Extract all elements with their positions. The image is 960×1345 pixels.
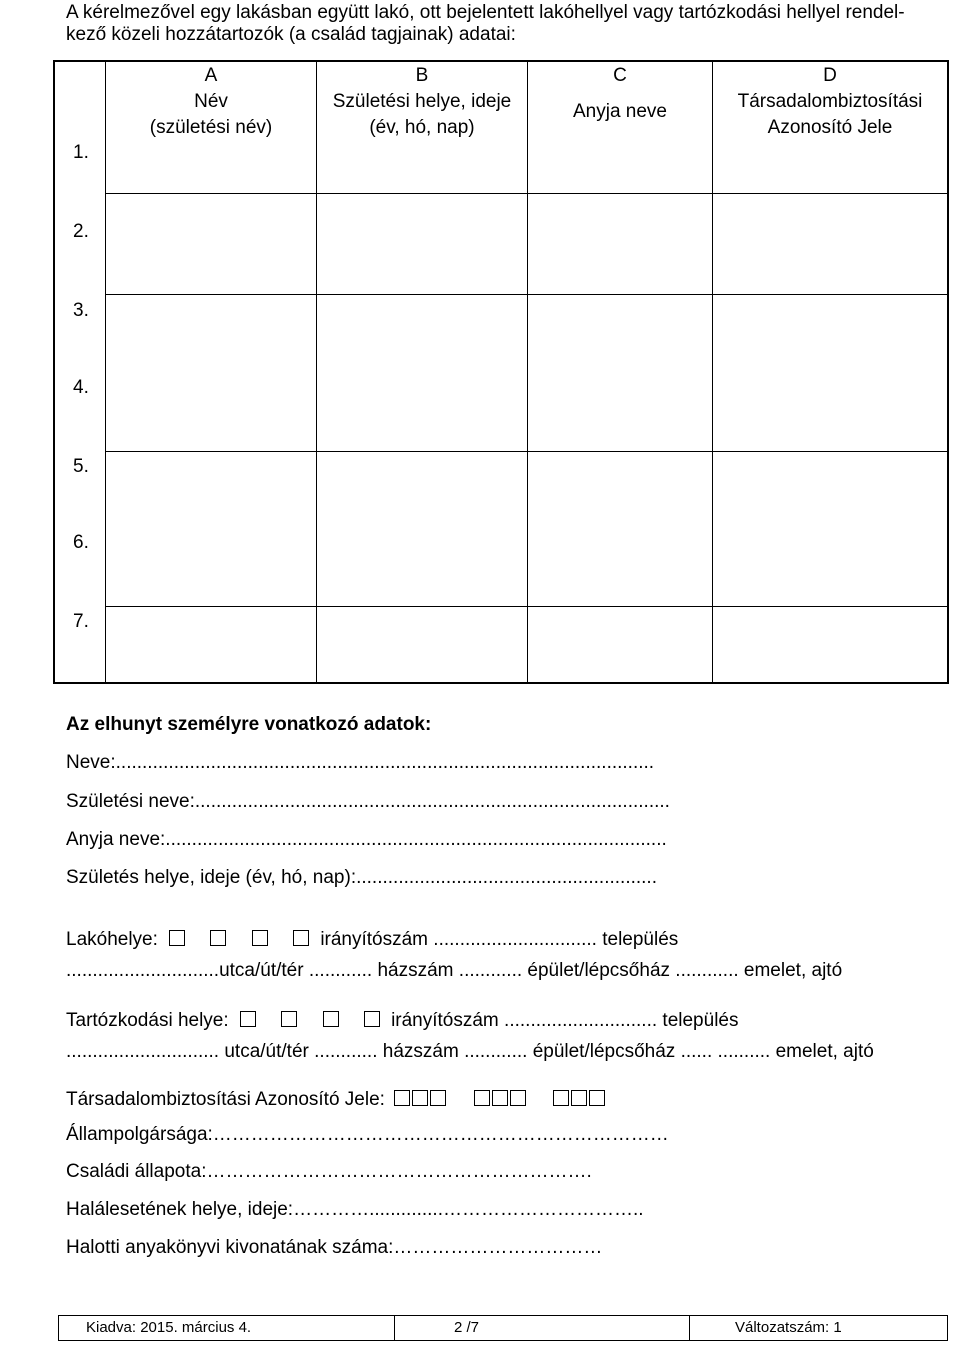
taj-line <box>66 1089 605 1111</box>
postal-code-box[interactable] <box>364 1011 380 1027</box>
stay-label: Tartózkodási helye: <box>66 1010 229 1031</box>
town-label: település <box>602 929 679 950</box>
stay-address-field[interactable]: ............................. utca/út/tér ............ házszám ............ épület/lépcsőház ...... .......... emelet, ajtó <box>66 1041 874 1062</box>
column-header-d <box>713 63 947 141</box>
row-number: 5. <box>73 456 89 477</box>
residence-label: Lakóhelye: <box>66 929 158 950</box>
column-header-b <box>317 63 527 141</box>
taj-box-group <box>474 1089 526 1111</box>
column-subtitle: (születési név) <box>149 117 273 138</box>
postal-code-box[interactable] <box>169 930 185 946</box>
taj-digit-box[interactable] <box>430 1090 446 1106</box>
row-number: 7. <box>73 611 89 632</box>
postal-code-box[interactable] <box>293 930 309 946</box>
footer-divider <box>689 1316 690 1340</box>
town-dots-field[interactable]: ............................. <box>504 1010 658 1031</box>
town-dots-field[interactable]: ............................... <box>433 929 597 950</box>
taj-box-group <box>553 1089 605 1111</box>
column-title: Név <box>194 91 228 112</box>
column-letter: B <box>415 65 429 86</box>
taj-digit-box[interactable] <box>510 1090 526 1106</box>
intro-line-2: kező közeli hozzátartozók (a család tagjainak) adatai: <box>66 24 516 45</box>
footer-version: Változatszám: 1 <box>735 1319 842 1336</box>
postal-code-box[interactable] <box>323 1011 339 1027</box>
intro-line-1: A kérelmezővel egy lakásban együtt lakó, ott bejelentett lakóhellyel vagy tartózkodási hellyel rendel- <box>66 2 905 23</box>
table-row-divider <box>105 606 948 607</box>
table-col-divider <box>712 60 713 683</box>
taj-digit-box[interactable] <box>394 1090 410 1106</box>
death-certificate-number-field[interactable]: Halotti anyakönyvi kivonatának száma:…………………………… <box>66 1237 603 1258</box>
column-header-a <box>106 63 316 141</box>
table-col-divider <box>527 60 528 683</box>
taj-digit-box[interactable] <box>474 1090 490 1106</box>
taj-digit-box[interactable] <box>492 1090 508 1106</box>
table-row-divider <box>105 294 948 295</box>
column-title: Születési helye, ideje <box>332 91 512 112</box>
row-number: 6. <box>73 532 89 553</box>
deceased-name-field[interactable]: Neve:...................................................................................................... <box>66 752 655 773</box>
death-place-date-field[interactable]: Halálesetének helye, ideje:…………..............………………………….. <box>66 1199 644 1220</box>
row-number: 2. <box>73 221 89 242</box>
citizenship-field[interactable]: Állampolgársága:……………………………………………………………… <box>66 1124 669 1145</box>
column-letter: D <box>823 65 837 86</box>
table-row-divider <box>105 451 948 452</box>
row-number: 4. <box>73 377 89 398</box>
taj-digit-box[interactable] <box>571 1090 587 1106</box>
table-border-right <box>947 60 949 684</box>
column-subtitle: Azonosító Jele <box>767 117 893 138</box>
deceased-section-heading: Az elhunyt személyre vonatkozó adatok: <box>66 714 432 735</box>
postal-code-label: irányítószám <box>391 1010 499 1031</box>
postal-code-box[interactable] <box>281 1011 297 1027</box>
taj-label: Társadalombiztosítási Azonosító Jele: <box>66 1089 385 1110</box>
column-letter: A <box>204 65 218 86</box>
postal-code-box[interactable] <box>210 930 226 946</box>
table-border-top <box>53 60 949 62</box>
column-title: Anyja neve <box>572 101 667 122</box>
column-letter: C <box>613 65 627 86</box>
taj-digit-box[interactable] <box>553 1090 569 1106</box>
table-col-divider <box>105 60 106 683</box>
row-number: 1. <box>73 142 89 163</box>
column-header-c <box>528 63 712 125</box>
postal-code-box[interactable] <box>252 930 268 946</box>
town-label: település <box>662 1010 739 1031</box>
page-footer <box>58 1315 948 1341</box>
stay-line-1 <box>66 1010 738 1032</box>
column-subtitle: (év, hó, nap) <box>369 117 475 138</box>
taj-box-group <box>394 1089 446 1111</box>
table-row-divider <box>105 193 948 194</box>
deceased-birth-name-field[interactable]: Születési neve:.......................................................................................... <box>66 791 670 812</box>
taj-digit-box[interactable] <box>589 1090 605 1106</box>
deceased-birth-place-date-field[interactable]: Születés helye, ideje (év, hó, nap):......................................................... <box>66 867 657 888</box>
row-number: 3. <box>73 300 89 321</box>
postal-code-box[interactable] <box>240 1011 256 1027</box>
table-border-left <box>53 60 55 684</box>
footer-page-number: 2 /7 <box>454 1319 480 1336</box>
taj-digit-box[interactable] <box>412 1090 428 1106</box>
postal-code-label: irányítószám <box>320 929 429 950</box>
column-title: Társadalombiztosítási <box>737 91 923 112</box>
deceased-mother-name-field[interactable]: Anyja neve:............................................................................................... <box>66 829 667 850</box>
footer-divider <box>394 1316 395 1340</box>
footer-issued: Kiadva: 2015. március 4. <box>86 1319 252 1336</box>
table-col-divider <box>316 60 317 683</box>
table-border-bottom <box>53 682 949 684</box>
marital-status-field[interactable]: Családi állapota:……………………………………………………. <box>66 1161 592 1182</box>
residence-address-field[interactable]: .............................utca/út/tér ............ házszám ............ épület/lépcsőház ............ emelet, ajtó <box>66 960 843 981</box>
residence-line-1 <box>66 929 678 951</box>
